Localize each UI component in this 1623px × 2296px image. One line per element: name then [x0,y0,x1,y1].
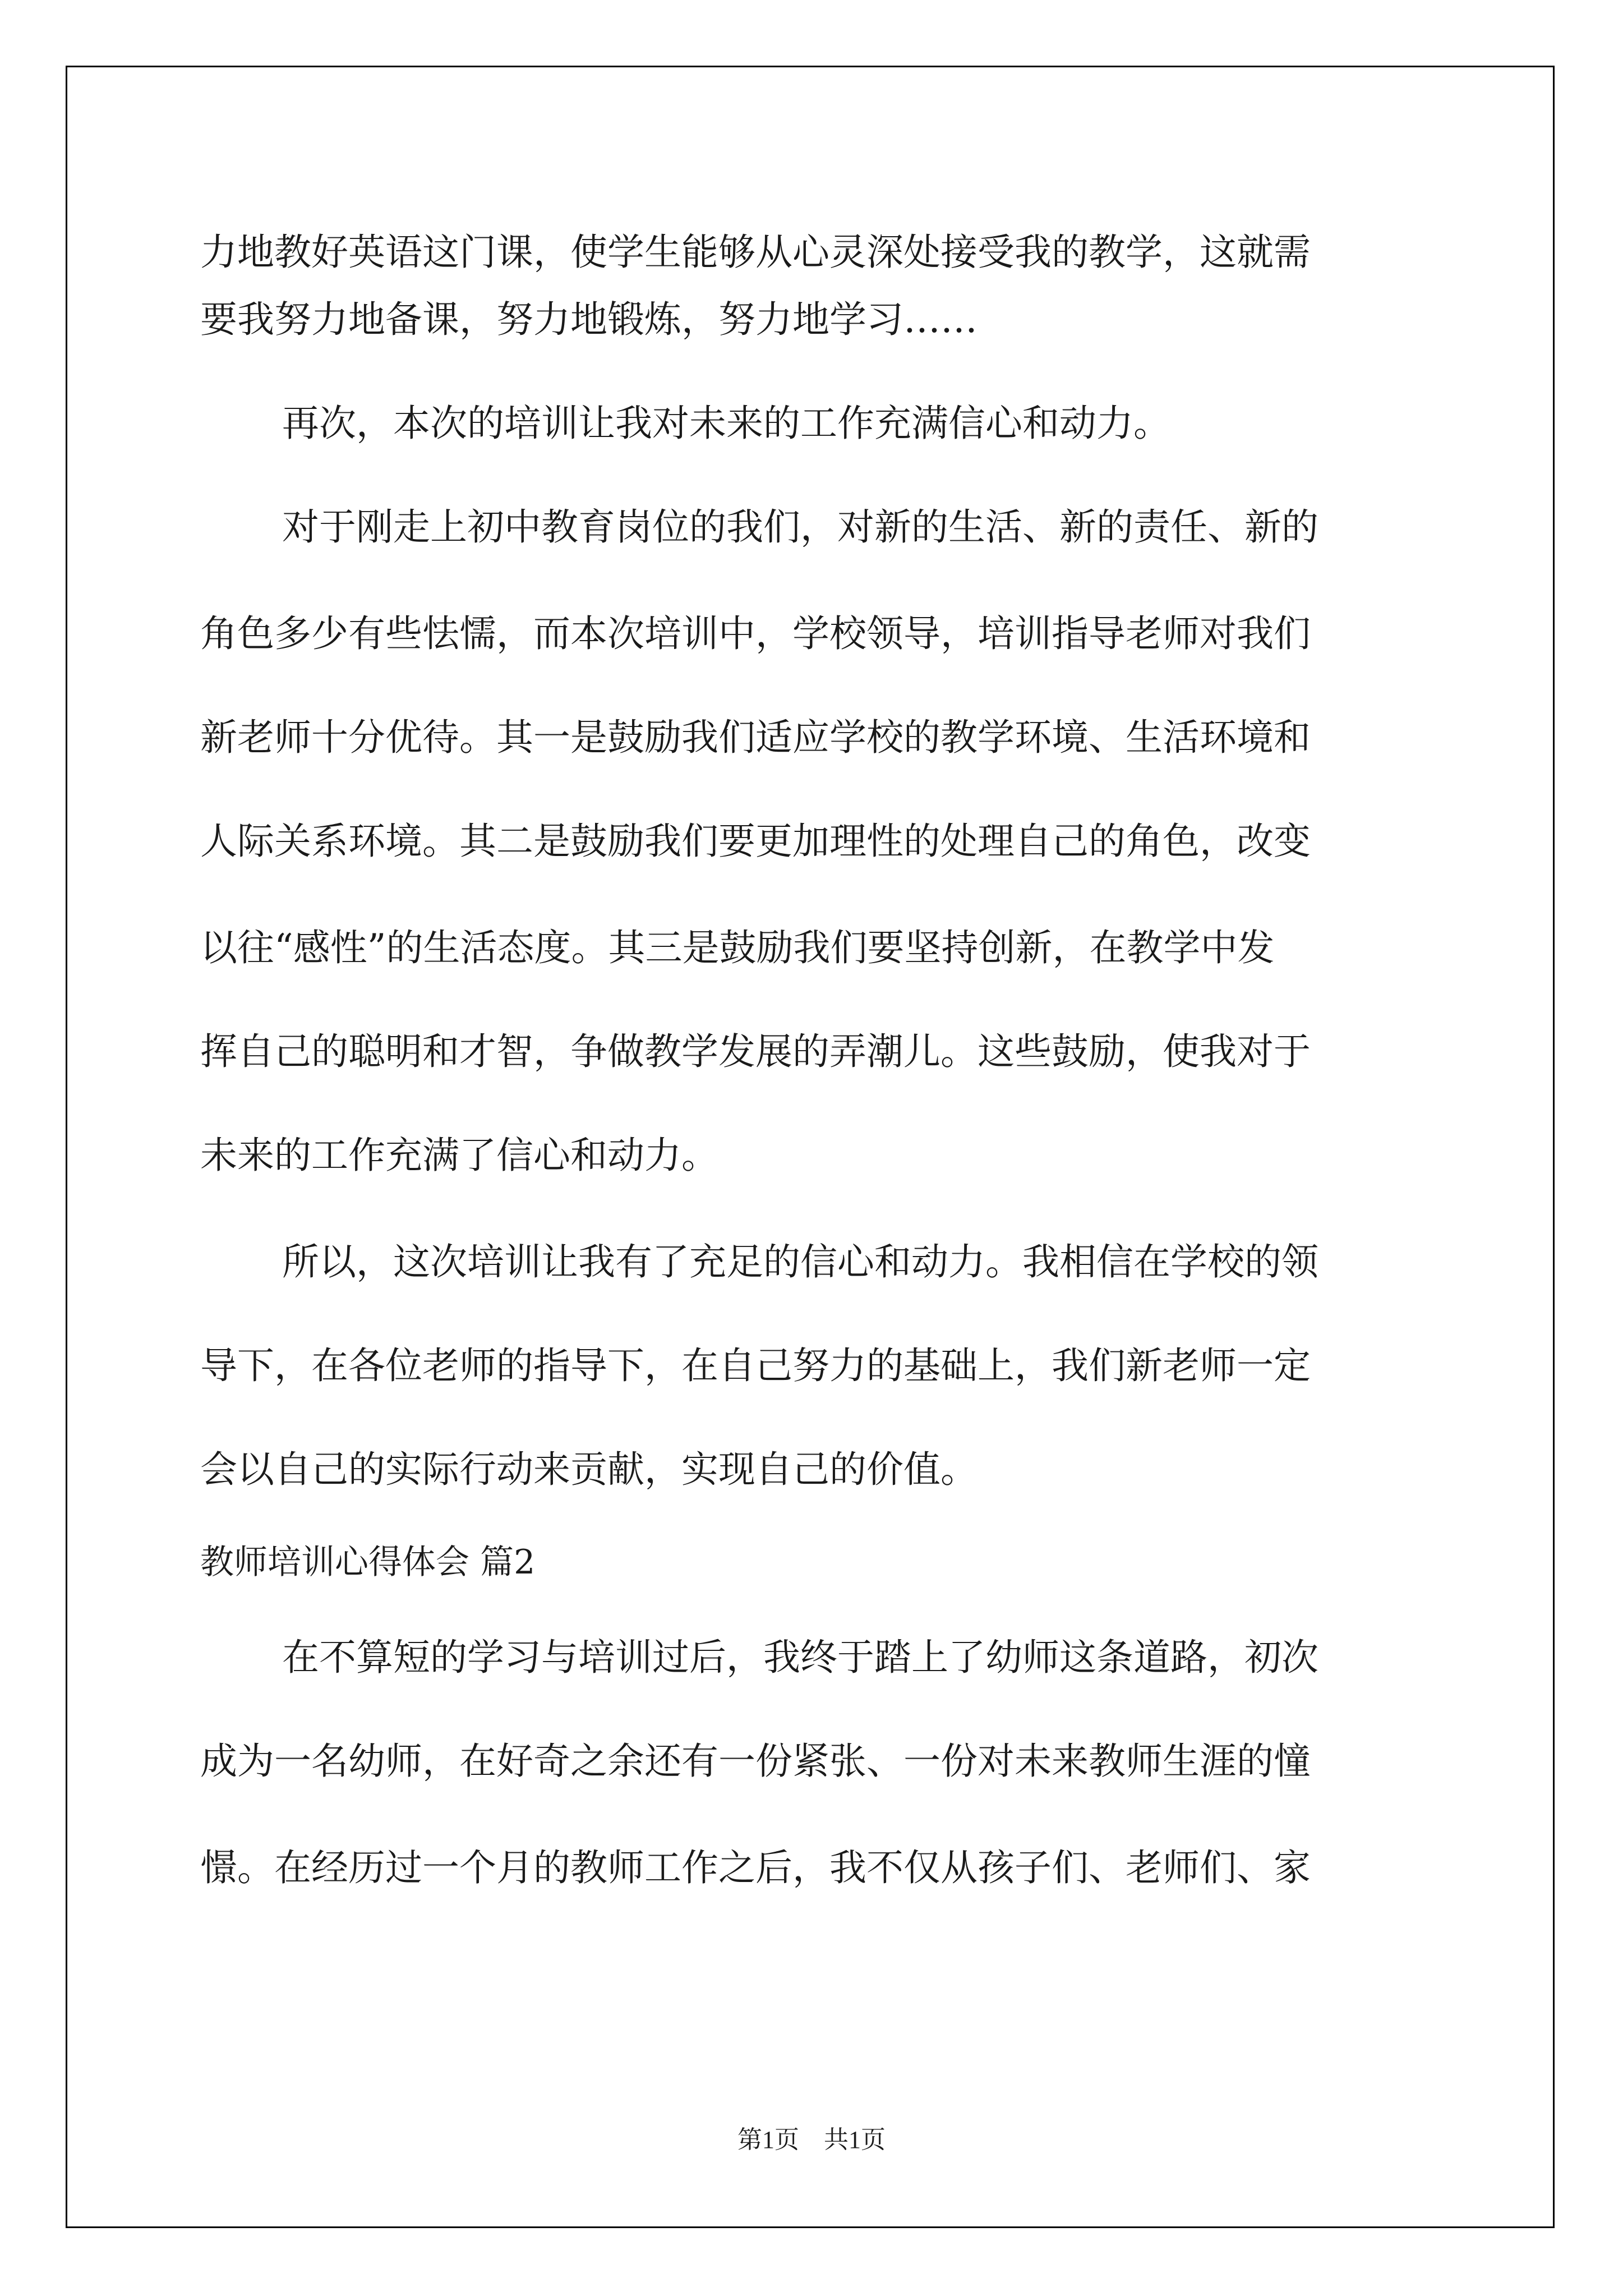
text-line: 再次，本次的培训让我对未来的工作充满信心和动力。 [282,402,1170,445]
page-footer: 第1页 共1页 [737,2126,886,2154]
text-line: 成为一名幼师，在好奇之余还有一份紧张、一份对未来教师生涯的憧 [200,1740,1311,1783]
text-line: 憬。在经历过一个月的教师工作之后，我不仅从孩子们、老师们、家 [200,1846,1311,1889]
text-line: 角色多少有些怯懦，而本次培训中，学校领导，培训指导老师对我们 [200,612,1311,655]
text-line: 新老师十分优待。其一是鼓励我们适应学校的教学环境、生活环境和 [200,716,1311,759]
text-line: 力地教好英语这门课，使学生能够从心灵深处接受我的教学，这就需 [200,231,1311,274]
text-line: 未来的工作充满了信心和动力。 [200,1134,718,1177]
text-line: 导下，在各位老师的指导下，在自己努力的基础上，我们新老师一定 [200,1344,1311,1387]
text-line: 所以，这次培训让我有了充足的信心和动力。我相信在学校的领 [282,1240,1318,1283]
text-line: 在不算短的学习与培训过后，我终于踏上了幼师这条道路，初次 [282,1636,1318,1679]
text-line: 以往“感性”的生活态度。其三是鼓励我们要坚持创新，在教学中发 [200,926,1275,969]
section-heading: 教师培训心得体会 篇2 [200,1543,536,1582]
text-line: 会以自己的实际行动来贡献，实现自己的价值。 [200,1448,978,1491]
text-line: 人际关系环境。其二是鼓励我们要更加理性的处理自己的角色，改变 [200,820,1311,863]
text-line: 挥自己的聪明和才智，争做教学发展的弄潮儿。这些鼓励，使我对于 [200,1030,1311,1073]
text-line: 对于刚走上初中教育岗位的我们，对新的生活、新的责任、新的 [282,505,1318,549]
text-line: 要我努力地备课，努力地锻炼，努力地学习…… [200,298,978,341]
